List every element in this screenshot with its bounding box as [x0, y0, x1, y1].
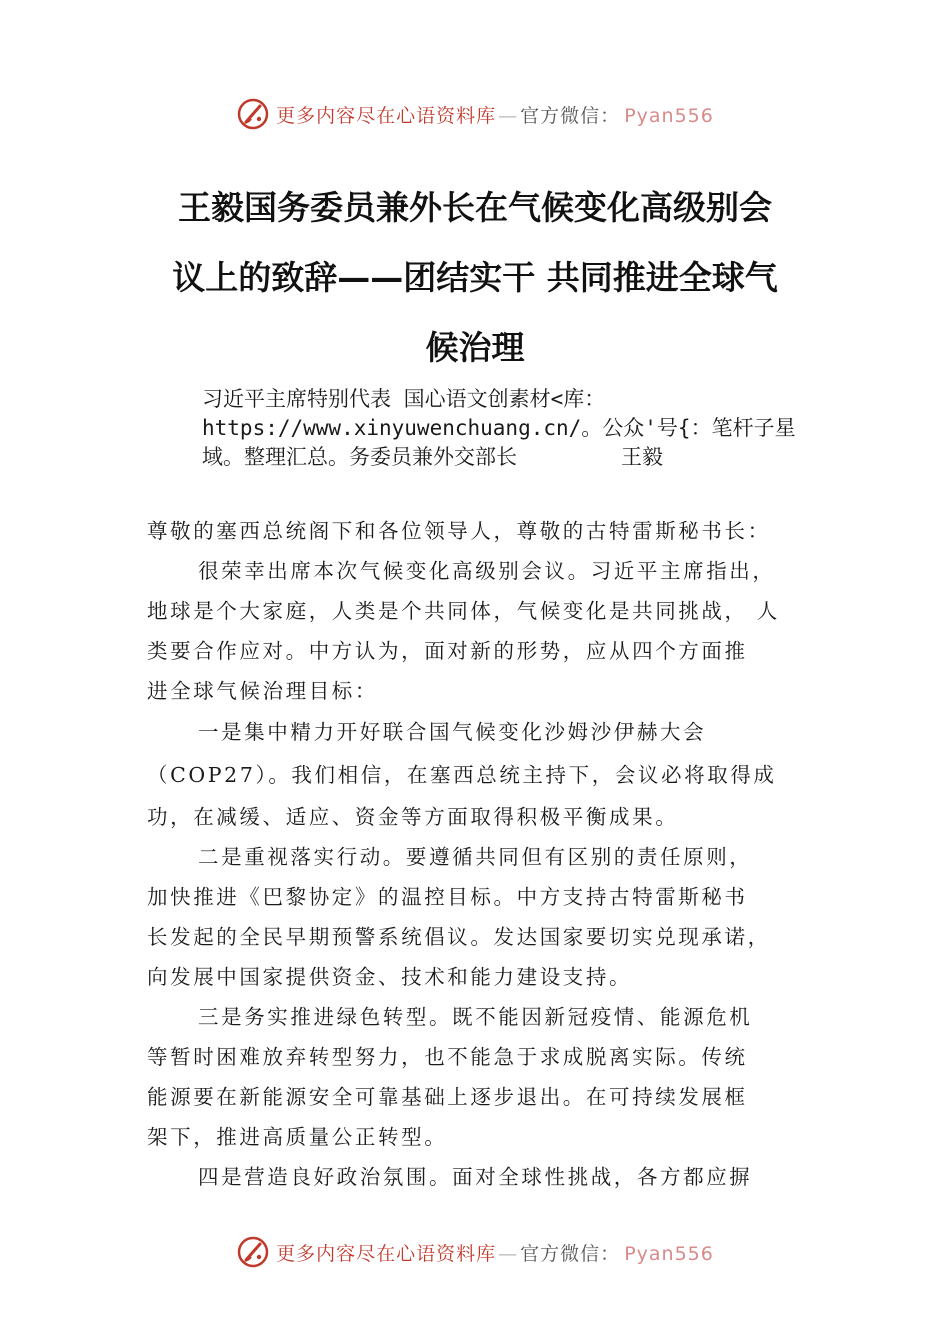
- body-line: 很荣幸出席本次气候变化高级别会议。习近平主席指出，: [198, 559, 776, 583]
- body-line: （COP27）。我们相信，在塞西总统主持下，会议必将取得成: [147, 763, 777, 787]
- banner-separator: —: [498, 104, 519, 127]
- document-title-line-3: 候治理: [425, 328, 525, 367]
- byline-author-name: 王毅: [621, 445, 663, 469]
- body-line: 长发起的全民早期预警系统倡议。发达国家要切实兑现承诺，: [147, 925, 771, 949]
- body-line: 四是营造良好政治氛围。面对全球性挑战，各方都应摒: [198, 1165, 753, 1189]
- banner-separator: —: [498, 1242, 519, 1265]
- banner-text: [276, 101, 714, 128]
- body-line: 类要合作应对。中方认为，面对新的形势，应从四个方面推: [147, 639, 748, 663]
- body-line: 架下，推进高质量公正转型。: [147, 1125, 448, 1149]
- body-line: 能源要在新能源安全可靠基础上逐步退出。在可持续发展框: [147, 1085, 748, 1109]
- body-line: 一是集中精力开好联合国气候变化沙姆沙伊赫大会: [198, 720, 707, 744]
- body-line: 向发展中国家提供资金、技术和能力建设支持。: [147, 965, 633, 989]
- banner-text: [276, 1239, 714, 1266]
- body-line: 加快推进《巴黎协定》的温控目标。中方支持古特雷斯秘书: [147, 885, 748, 909]
- document-title-line-2: 议上的致辞——团结实干 共同推进全球气: [172, 258, 778, 297]
- brush-logo-icon: [236, 1235, 270, 1269]
- footer-watermark-banner: [0, 1232, 950, 1272]
- banner-wechat-label: 官方微信：: [520, 1242, 621, 1265]
- body-line: 尊敬的塞西总统阁下和各位领导人，尊敬的古特雷斯秘书长：: [147, 519, 771, 543]
- body-line: 进全球气候治理目标：: [147, 679, 378, 703]
- byline-line-3: [202, 443, 842, 472]
- body-line: 三是务实推进绿色转型。既不能因新冠疫情、能源危机: [198, 1005, 753, 1029]
- banner-account: Pyan556: [624, 104, 714, 127]
- banner-wechat-label: 官方微信：: [520, 104, 621, 127]
- body-line: 二是重视落实行动。要遵循共同但有区别的责任原则，: [198, 845, 753, 869]
- brush-logo-icon: [236, 97, 270, 131]
- byline-title: 域。整理汇总。务委员兼外交部长: [202, 445, 517, 469]
- document-title-line-1: 王毅国务委员兼外长在气候变化高级别会: [178, 188, 772, 227]
- body-line: 地球是个大家庭，人类是个共同体，气候变化是共同挑战， 人: [147, 599, 780, 623]
- author-byline: [202, 385, 842, 472]
- banner-promo-text: 更多内容尽在心语资料库: [276, 104, 497, 127]
- byline-line-2: https://www.xinyuwenchuang.cn/。公众'号{：笔杆子星: [202, 416, 796, 440]
- banner-account: Pyan556: [624, 1242, 714, 1265]
- document-body: [147, 511, 812, 1197]
- body-line: 功，在减缓、适应、资金等方面取得积极平衡成果。: [147, 805, 679, 829]
- header-watermark-banner: [0, 94, 950, 134]
- byline-line-1: 习近平主席特别代表 国心语文创素材<库：: [202, 387, 606, 411]
- body-line: 等暂时困难放弃转型努力，也不能急于求成脱离实际。传统: [147, 1045, 748, 1069]
- banner-promo-text: 更多内容尽在心语资料库: [276, 1242, 497, 1265]
